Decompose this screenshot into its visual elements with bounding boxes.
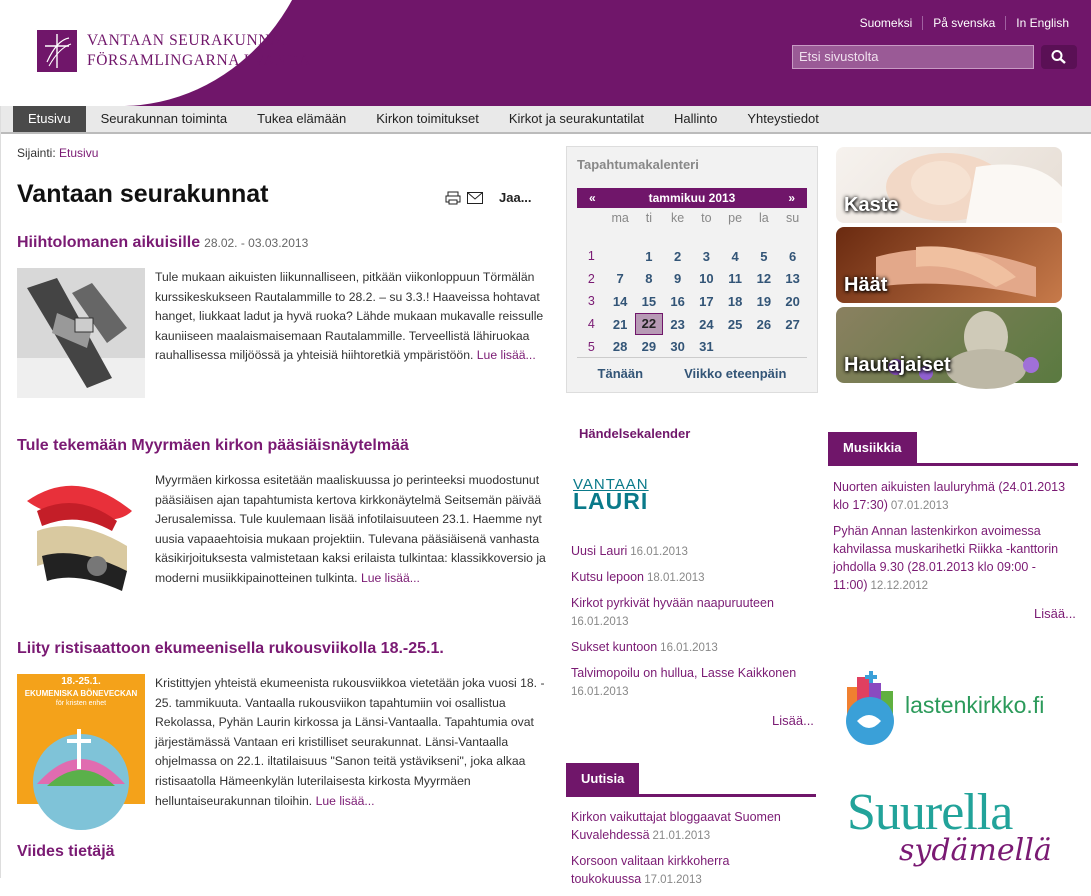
news-date: 12.12.2012 bbox=[870, 580, 929, 592]
calendar-day[interactable]: 29 bbox=[641, 339, 657, 355]
news-link[interactable]: Pyhän Annan lastenkirkon avoimessa kahvilassa muskarihetki Riikka -kanttorin johdolla 9.30 (28.01.2013 klo 09:00 - 11:00) bbox=[833, 524, 1059, 592]
calendar-day[interactable]: 23 bbox=[670, 316, 685, 332]
calendar-day[interactable]: 7 bbox=[616, 271, 624, 287]
calendar-day[interactable]: 2 bbox=[674, 248, 682, 264]
musiikkia-title: Musiikkia bbox=[828, 432, 917, 463]
calendar-weekday-row bbox=[577, 211, 807, 225]
calendar-day[interactable]: 3 bbox=[702, 248, 710, 264]
main-navigation bbox=[1, 106, 1091, 134]
calendar-day[interactable]: 21 bbox=[612, 316, 628, 332]
calendar-title: Tapahtumakalenteri bbox=[577, 157, 699, 172]
promo-kaste[interactable] bbox=[836, 147, 1062, 223]
list-item bbox=[571, 594, 816, 631]
article-2 bbox=[17, 437, 547, 601]
calendar-day[interactable]: 11 bbox=[728, 271, 742, 287]
lauri-logo-line-1: VANTAAN bbox=[573, 476, 649, 493]
breadcrumb bbox=[17, 146, 98, 160]
suurella-line-2: sydämellä bbox=[899, 833, 1052, 868]
poster-dates: 18.-25.1. bbox=[61, 676, 101, 687]
share-link[interactable]: Jaa... bbox=[499, 190, 532, 205]
calendar-day[interactable]: 12 bbox=[756, 271, 772, 287]
language-selector bbox=[850, 16, 1079, 30]
weekday-label: pe bbox=[728, 211, 743, 225]
read-more-link[interactable]: Lue lisää... bbox=[315, 793, 375, 808]
weekday-label: ti bbox=[645, 211, 652, 225]
news-link[interactable]: Uusi Lauri bbox=[571, 544, 628, 558]
week-number[interactable]: 4 bbox=[587, 317, 595, 332]
calendar-day[interactable]: 8 bbox=[645, 271, 653, 287]
article-text: Myyrmäen kirkossa esitetään maaliskuussa jo perinteeksi muodostunut pääsiäisen ajan tapahtumista kertova kirkkonäytelmä Seitsemän päivää Jerusalemissa. Tule kuulemaan lisää infotilaisuuteen 23.1. Haemme nyt uusia vapaaehtoisia mukaan projektiin. Tulevana pääsiäisenä vanhasta käsikirjoituksesta valmistetaan kaksi erilaista tulkintaa: klassikkoversio ja moderni musiikkipainotteinen tulkinta. bbox=[155, 473, 546, 585]
musiikkia-list bbox=[833, 478, 1078, 602]
news-date: 16.01.2013 bbox=[571, 616, 629, 628]
page-tools bbox=[445, 190, 532, 205]
calendar-day[interactable]: 17 bbox=[699, 293, 714, 309]
nav-item-kirkot[interactable]: Kirkot ja seurakuntatilat bbox=[508, 111, 644, 126]
news-date: 16.01.2013 bbox=[571, 686, 629, 698]
breadcrumb-label: Sijainti: bbox=[17, 146, 56, 160]
calendar-day[interactable]: 18 bbox=[727, 293, 743, 309]
promo-hautajaiset[interactable] bbox=[836, 307, 1062, 383]
news-date: 17.01.2013 bbox=[644, 874, 702, 886]
calendar-day[interactable]: 1 bbox=[645, 248, 653, 264]
news-date: 07.01.2013 bbox=[890, 500, 949, 512]
poster-title: EKUMENISKA BÖNEVECKAN bbox=[24, 689, 138, 698]
calendar-day[interactable]: 16 bbox=[670, 293, 685, 309]
today-link[interactable]: Tänään bbox=[597, 366, 644, 381]
calendar-day[interactable]: 28 bbox=[612, 339, 628, 355]
list-item bbox=[571, 568, 816, 587]
search-button[interactable] bbox=[1041, 45, 1077, 69]
calendar-day[interactable]: 24 bbox=[699, 316, 714, 332]
article-1 bbox=[17, 234, 547, 398]
news-link[interactable]: Nuorten aikuisten lauluryhmä (24.01.2013 klo 17:30) bbox=[833, 480, 1066, 512]
calendar-day[interactable]: 19 bbox=[756, 293, 772, 309]
handelse-list bbox=[571, 542, 816, 708]
calendar-day[interactable]: 30 bbox=[670, 339, 685, 355]
promo-label: Häät bbox=[844, 274, 888, 296]
news-date: 21.01.2013 bbox=[652, 830, 711, 842]
article-date: 28.02. - 03.03.2013 bbox=[204, 236, 309, 250]
weekday-label: ma bbox=[611, 211, 629, 225]
nav-item-hallinto[interactable]: Hallinto bbox=[673, 111, 718, 126]
nav-item-kirkon-toimitukset[interactable]: Kirkon toimitukset bbox=[376, 111, 479, 126]
news-link[interactable]: Kutsu lepoon bbox=[571, 570, 644, 584]
calendar-day[interactable]: 4 bbox=[731, 248, 739, 264]
next-month-button[interactable]: » bbox=[788, 191, 795, 205]
calendar-day[interactable]: 25 bbox=[727, 316, 743, 332]
nav-item-yhteystiedot[interactable]: Yhteystiedot bbox=[747, 111, 819, 126]
lastenkirkko-text: lastenkirkko.fi bbox=[905, 691, 1045, 718]
news-date: 18.01.2013 bbox=[646, 572, 705, 584]
vantaan-lauri-logo[interactable] bbox=[573, 476, 649, 514]
list-item bbox=[833, 522, 1078, 595]
calendar-day[interactable]: 13 bbox=[785, 271, 800, 287]
calendar-week-row bbox=[577, 290, 807, 313]
promo-haat[interactable] bbox=[836, 227, 1062, 303]
nav-item-seurakunnan-toiminta[interactable]: Seurakunnan toiminta bbox=[100, 111, 228, 126]
weekday-label: ke bbox=[671, 211, 685, 225]
prayer-week-poster-image bbox=[17, 674, 145, 804]
search-input[interactable]: Etsi sivustolta bbox=[792, 45, 1034, 69]
article-3 bbox=[17, 640, 547, 811]
list-item bbox=[833, 478, 1078, 515]
news-date: 16.01.2013 bbox=[630, 546, 688, 558]
article-text: Tule mukaan aikuisten liikunnalliseen, pitkään viikonloppuun Törmälän kurssikeskukseen Rautalammille to 28.2. – su 3.3.! Haaveissa hohtavat hanget, liukkaat ladut ja hyvä ruoka? Lähde mukaan mukavalle reissulle kauniiseen maalaismaisemaan Rautalammille. Terveellistä lähiruokaa rauhallisessa miljöössä ja yhteisiä hiihtoretkiä ympäristöön. bbox=[155, 270, 544, 363]
event-calendar bbox=[566, 146, 818, 393]
list-item bbox=[571, 542, 816, 561]
calendar-day[interactable]: 6 bbox=[789, 248, 797, 264]
weekday-label: la bbox=[759, 211, 769, 225]
news-link[interactable]: Kirkon vaikuttajat bloggaavat Suomen Kuvalehdessä bbox=[571, 810, 781, 842]
news-link[interactable]: Sukset kuntoon bbox=[571, 640, 658, 654]
news-link[interactable]: Talvimopoilu on hullua, Lasse Kaikkonen bbox=[571, 666, 797, 680]
calendar-day[interactable]: 22 bbox=[635, 313, 664, 335]
suurella-sydamella-banner[interactable] bbox=[847, 785, 1077, 878]
calendar-week-row bbox=[577, 313, 807, 336]
weekday-label: to bbox=[701, 211, 712, 225]
uutisia-title: Uutisia bbox=[566, 763, 639, 794]
handelse-more-link[interactable]: Lisää... bbox=[772, 713, 814, 728]
article-4 bbox=[17, 843, 547, 877]
lang-link-en[interactable]: In English bbox=[1005, 16, 1079, 30]
list-item bbox=[571, 808, 816, 845]
site-logo[interactable] bbox=[37, 30, 311, 72]
read-more-link[interactable]: Lue lisää... bbox=[476, 348, 536, 363]
calendar-day[interactable]: 5 bbox=[760, 248, 768, 264]
calendar-day[interactable]: 31 bbox=[699, 339, 714, 355]
week-number[interactable]: 5 bbox=[587, 339, 595, 354]
poster-subtitle: för kristen enhet bbox=[55, 700, 107, 707]
nav-item-etusivu[interactable]: Etusivu bbox=[13, 106, 86, 132]
week-number[interactable]: 2 bbox=[587, 271, 595, 286]
lang-link-sv[interactable]: På svenska bbox=[922, 16, 1005, 30]
week-number[interactable]: 3 bbox=[587, 294, 595, 309]
ski-boot-image bbox=[17, 268, 145, 398]
calendar-day[interactable]: 26 bbox=[756, 316, 772, 332]
calendar-day[interactable]: 27 bbox=[785, 316, 800, 332]
read-more-link[interactable]: Lue lisää... bbox=[360, 570, 420, 585]
calendar-week-row bbox=[577, 245, 807, 268]
article-title[interactable]: Liity ristisaattoon ekumeenisella rukousviikolla 18.-25.1. bbox=[17, 640, 444, 657]
calendar-day[interactable]: 9 bbox=[674, 271, 682, 287]
nav-item-tukea-elamaan[interactable]: Tukea elämään bbox=[257, 111, 347, 126]
prev-month-button[interactable]: « bbox=[589, 191, 596, 205]
calendar-month-header bbox=[577, 188, 807, 208]
site-header bbox=[1, 0, 1091, 106]
musiikkia-header bbox=[828, 432, 1078, 466]
weekday-label: su bbox=[786, 211, 800, 225]
calendar-footer bbox=[577, 357, 807, 381]
promo-label: Kaste bbox=[844, 194, 899, 216]
uutisia-list bbox=[571, 808, 816, 896]
page-title: Vantaan seurakunnat bbox=[17, 180, 269, 208]
promo-label: Hautajaiset bbox=[844, 354, 951, 376]
cross-logo-icon bbox=[37, 30, 77, 72]
news-date: 16.01.2013 bbox=[660, 642, 718, 654]
next-week-link[interactable]: Viikko eteenpäin bbox=[684, 366, 787, 381]
calendar-day[interactable]: 15 bbox=[641, 293, 657, 309]
calendar-week-row bbox=[577, 268, 807, 291]
calendar-day[interactable]: 20 bbox=[785, 293, 800, 309]
musiikkia-more-link[interactable]: Lisää... bbox=[1034, 606, 1076, 621]
print-icon[interactable] bbox=[445, 191, 461, 205]
handelse-title: Händelsekalender bbox=[579, 426, 691, 441]
lastenkirkko-banner[interactable] bbox=[841, 662, 1077, 748]
calendar-day[interactable]: 10 bbox=[699, 271, 714, 287]
email-icon[interactable] bbox=[467, 192, 483, 204]
logo-line-2: FÖRSAMLINGARNA I VANDA bbox=[87, 52, 311, 69]
list-item bbox=[571, 638, 816, 657]
breadcrumb-link-etusivu[interactable]: Etusivu bbox=[59, 146, 99, 160]
list-item bbox=[571, 664, 816, 701]
article-text: Kristittyjen yhteistä ekumeenista rukousviikkoa vietetään joka vuosi 18. - 25. tammikuuta. Vantaalla rukousviikon tapahtumiin voi osallistua Rekolassa, Pyhän Laurin kirkossa ja Länsi-Vantaalla. Tapahtumia ovat järjestämässä Vantaan eri kristilliset seurakunnat. Länsi-Vantaalla ohjelmassa on 22.1. iltatilaisuus "Sanon teitä ystävikseni", joka alkaa ristisaatolla Hämeenkylän luterilaisesta kirkosta Myyrmäen helluntaiseurakunnan tiloihin. bbox=[155, 676, 545, 808]
article-title[interactable]: Hiihtolomanen aikuisille bbox=[17, 234, 201, 251]
lang-link-fi[interactable]: Suomeksi bbox=[859, 16, 913, 30]
suurella-line-1: Suurella bbox=[847, 784, 1013, 841]
calendar-day[interactable]: 14 bbox=[612, 293, 628, 309]
list-item bbox=[571, 852, 816, 889]
article-title[interactable]: Tule tekemään Myyrmäen kirkon pääsiäisnäytelmää bbox=[17, 437, 409, 454]
article-title[interactable]: Viides tietäjä bbox=[17, 843, 115, 860]
week-number[interactable]: 1 bbox=[587, 249, 595, 264]
calendar-week-row bbox=[577, 335, 807, 358]
calendar-grid bbox=[577, 245, 807, 358]
news-link[interactable]: Korsoon valitaan kirkkoherra toukokuussa bbox=[571, 854, 730, 886]
search-icon bbox=[1050, 49, 1068, 65]
lauri-logo-line-2: LAURI bbox=[573, 488, 649, 514]
news-link[interactable]: Kirkot pyrkivät hyvään naapuruuteen bbox=[571, 596, 774, 610]
calendar-month-label: tammikuu 2013 bbox=[648, 191, 736, 205]
logo-line-1: VANTAAN SEURAKUNNAT bbox=[87, 32, 291, 49]
uutisia-header bbox=[566, 763, 816, 797]
lastenkirkko-logo-icon bbox=[841, 663, 899, 747]
roman-helmet-image bbox=[17, 471, 145, 601]
logo-text bbox=[87, 31, 311, 71]
